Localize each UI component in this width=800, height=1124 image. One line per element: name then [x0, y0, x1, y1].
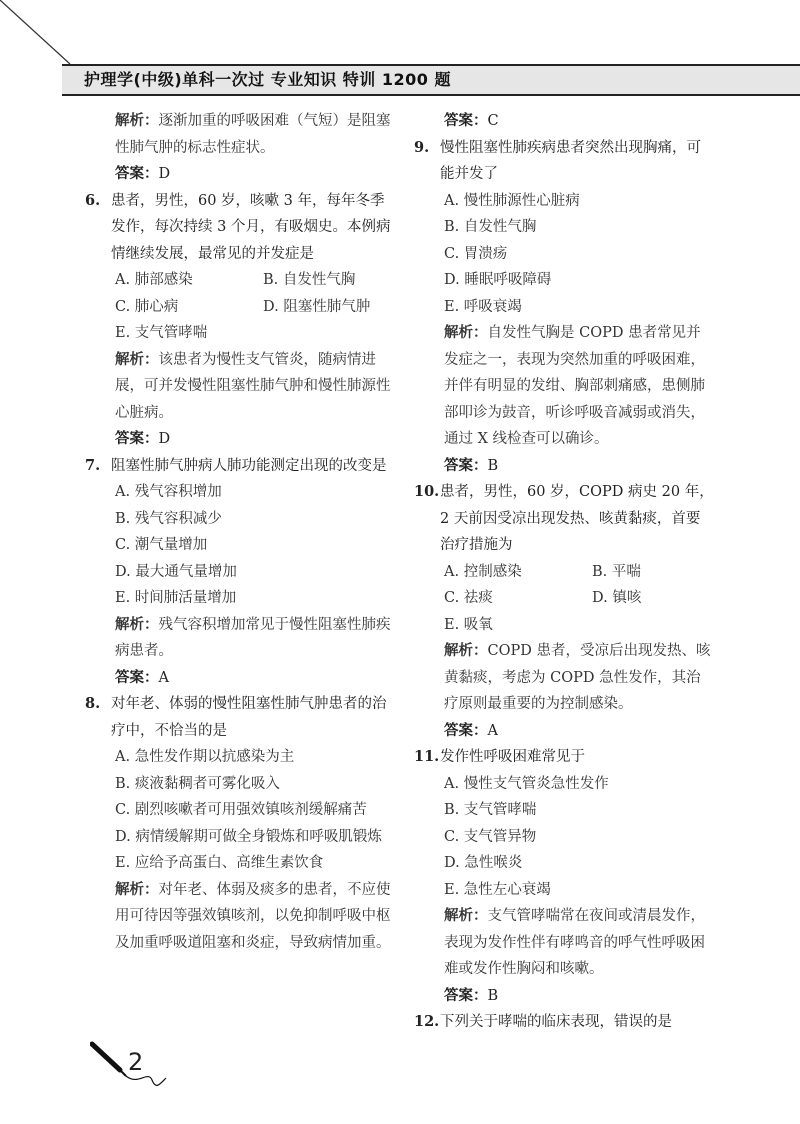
option: B. 平喘 — [592, 563, 641, 580]
option: A. 肺部感染 — [115, 272, 193, 288]
right-column — [414, 108, 714, 1036]
q11-options — [414, 771, 714, 904]
option: A. 控制感染 — [444, 563, 522, 580]
question-8: 8. 对年老、体弱的慢性阻塞性肺气肿患者的治疗中，不恰当的是 — [85, 695, 387, 739]
question-11: 11. 发作性呼吸困难常见于 — [414, 748, 585, 765]
q6-answer: 答案：D — [115, 431, 171, 447]
q5-answer: 答案：D — [115, 166, 171, 182]
q7-explanation: 解析：残气容积增加常见于慢性阻塞性肺疾病患者。 — [115, 616, 391, 659]
option: A. 残气容积增加 — [115, 484, 222, 500]
option: E. 支气管哮喘 — [115, 325, 208, 341]
option: B. 自发性气胸 — [263, 272, 356, 288]
q6-explanation: 解析：该患者为慢性支气管炎，随病情进展，可并发慢性阻塞性肺气肿和慢性肺源性心脏病。 — [115, 351, 391, 421]
option: B. 自发性气胸 — [444, 219, 537, 235]
option: E. 急性左心衰竭 — [444, 881, 551, 898]
option: D. 急性喉炎 — [444, 855, 523, 871]
option: D. 病情缓解期可做全身锻炼和呼吸肌锻炼 — [115, 828, 382, 845]
option: C. 潮气量增加 — [115, 537, 208, 553]
option: C. 支气管异物 — [444, 828, 537, 845]
option: E. 呼吸衰竭 — [444, 298, 522, 315]
q9-explanation: 解析：自发性气胸是 COPD 患者常见并发症之一，表现为突然加重的呼吸困难，并伴有明显的发绀、胸部刺痛感，患侧肺部叩诊为鼓音，听诊呼吸音减弱或消失，通过 X 线检查可以确诊。 — [444, 325, 705, 447]
q10-options — [414, 559, 714, 639]
q8-answer: 答案：C — [444, 113, 499, 129]
option: C. 肺心病 — [115, 298, 179, 315]
page-number: 2 — [128, 1048, 144, 1076]
q11-answer: 答案：B — [444, 987, 499, 1004]
q10-explanation: 解析：COPD 患者，受凉后出现发热、咳黄黏痰，考虑为 COPD 急性发作，其治疗原则最重要的为控制感染。 — [444, 643, 711, 712]
option: B. 残气容积减少 — [115, 510, 222, 527]
option: B. 支气管哮喘 — [444, 802, 537, 818]
option: C. 剧烈咳嗽者可用强效镇咳剂缓解痛苦 — [115, 802, 367, 818]
option: D. 镇咳 — [592, 590, 642, 606]
question-10: 10. 患者，男性，60 岁，COPD 病史 20 年，2 天前因受凉出现发热、咳黄黏痰，首要治疗措施为 — [414, 483, 714, 553]
option: D. 睡眠呼吸障碍 — [444, 272, 552, 288]
question-12: 12. 下列关于哮喘的临床表现，错误的是 — [414, 1013, 672, 1030]
option: D. 阻塞性肺气肿 — [263, 298, 371, 315]
option: E. 吸氧 — [444, 616, 493, 633]
left-column — [85, 108, 395, 956]
option: B. 痰液黏稠者可雾化吸入 — [115, 775, 280, 792]
q10-answer: 答案：A — [444, 722, 498, 739]
q7-options — [85, 479, 395, 612]
q8-options — [85, 744, 395, 877]
q8-explanation: 解析：对年老、体弱及痰多的患者，不应使用可待因等强效镇咳剂，以免抑制呼吸中枢及加重呼吸道阻塞和炎症，导致病情加重。 — [115, 881, 391, 951]
option: C. 祛痰 — [444, 590, 493, 606]
q5-explanation: 解析：逐渐加重的呼吸困难（气短）是阻塞性肺气肿的标志性症状。 — [115, 113, 391, 156]
header-title: 护理学(中级)单科一次过 专业知识 特训 1200 题 — [84, 70, 451, 89]
option: A. 急性发作期以抗感染为主 — [115, 749, 295, 765]
question-9: 9. 慢性阻塞性肺疾病患者突然出现胸痛，可能并发了 — [414, 138, 701, 182]
option: E. 时间肺活量增加 — [115, 590, 237, 606]
question-6: 6. 患者，男性，60 岁，咳嗽 3 年，每年冬季发作，每次持续 3 个月，有吸烟史。本例病情继续发展，最常见的并发症是 — [85, 191, 391, 262]
q7-answer: 答案：A — [115, 669, 169, 686]
option: C. 胃溃疡 — [444, 245, 508, 262]
option: A. 慢性肺源性心脏病 — [444, 192, 580, 209]
option: A. 慢性支气管炎急性发作 — [444, 775, 609, 792]
q9-options — [414, 188, 714, 321]
q6-options — [85, 267, 395, 347]
q9-answer: 答案：B — [444, 457, 499, 474]
option: D. 最大通气量增加 — [115, 563, 237, 580]
q11-explanation: 解析：支气管哮喘常在夜间或清晨发作，表现为发作性伴有哮鸣音的呼气性呼吸困难或发作性胸闷和咳嗽。 — [444, 908, 705, 977]
question-7: 7. 阻塞性肺气肿病人肺功能测定出现的改变是 — [85, 456, 387, 474]
option: E. 应给予高蛋白、高维生素饮食 — [115, 855, 324, 871]
